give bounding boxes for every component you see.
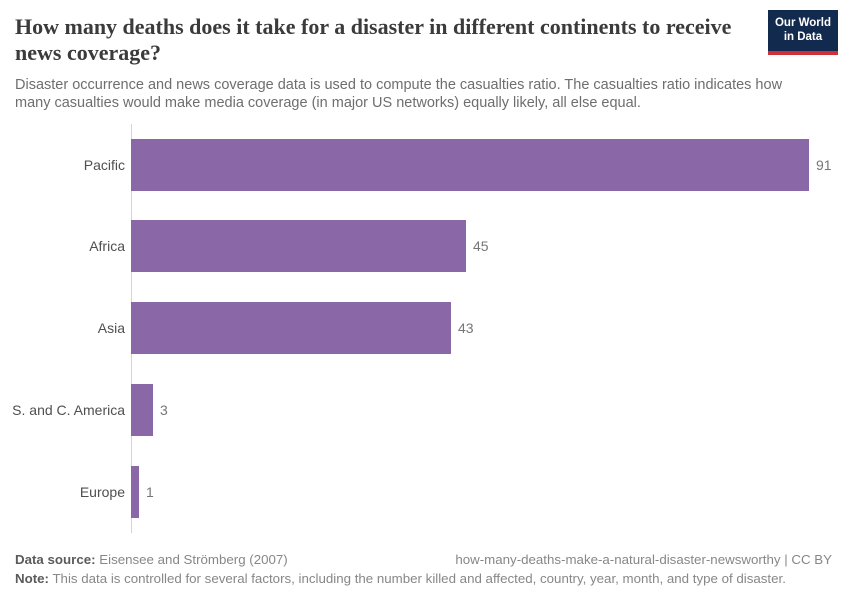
data-source-text[interactable]: Eisensee and Strömberg (2007) <box>95 551 288 567</box>
chart-header <box>0 0 850 113</box>
value-label: 45 <box>473 238 489 255</box>
bar-track <box>131 466 850 518</box>
bar-row <box>0 124 850 206</box>
bar[interactable] <box>131 220 466 272</box>
value-label: 3 <box>160 402 168 418</box>
bar-track <box>131 139 850 191</box>
category-label: Asia <box>97 320 125 337</box>
bar-chart <box>0 124 850 533</box>
note-line <box>15 569 832 588</box>
category-label: Europe <box>79 483 125 500</box>
note-label: Note: <box>15 570 49 586</box>
bar-track <box>131 384 850 436</box>
plot-area <box>0 124 850 533</box>
bar[interactable] <box>131 466 139 518</box>
data-source-label: Data source: <box>15 551 96 567</box>
data-source-line <box>15 550 288 569</box>
note-text: This data is controlled for several factors, including the number killed and affected, country, year, month, and type of disaster. <box>48 570 786 586</box>
owid-logo-line1: Our World <box>774 17 831 29</box>
bar-track <box>131 302 850 354</box>
owid-logo-line2: in Data <box>783 31 823 44</box>
bar[interactable] <box>131 384 153 436</box>
bar-track <box>131 220 850 272</box>
value-label: 1 <box>146 483 154 500</box>
category-label: Africa <box>89 238 125 255</box>
bar-row <box>0 451 850 533</box>
bar[interactable] <box>131 302 451 354</box>
owid-logo[interactable] <box>768 10 838 55</box>
value-label: 43 <box>458 320 474 337</box>
category-label: Pacific <box>83 156 125 173</box>
permalink-license-text[interactable]: how-many-deaths-make-a-natural-disaster-newsworthy | CC BY <box>455 551 832 567</box>
category-label: S. and C. America <box>12 402 125 418</box>
value-label: 91 <box>816 156 832 173</box>
chart-subtitle: Disaster occurrence and news coverage data is used to compute the casualties ratio. The casualties ratio indicates how many casualties would make media coverage (in major US networks) equally likely, all else equal. <box>15 76 783 111</box>
chart-footer <box>15 550 832 588</box>
bar[interactable] <box>131 139 809 191</box>
bar-row <box>0 369 850 451</box>
bar-row <box>0 206 850 288</box>
bar-row <box>0 287 850 369</box>
chart-title: How many deaths does it take for a disaster in different continents to receive news coverage? <box>15 14 732 66</box>
